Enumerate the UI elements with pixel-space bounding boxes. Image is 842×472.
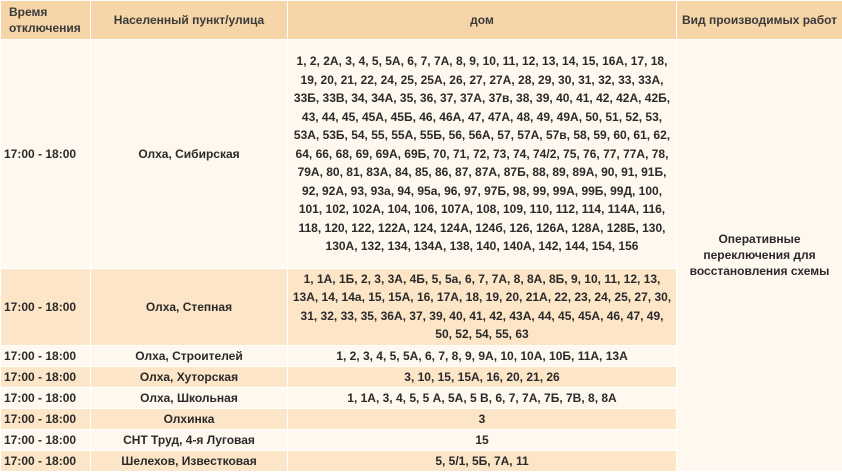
houses-cell: 1, 2, 3, 4, 5, 5А, 6, 7, 8, 9, 9А, 10, 10А, 10Б, 11А, 13А	[288, 345, 677, 366]
header-work: Вид производимых работ	[677, 1, 842, 40]
houses-cell: 3	[288, 408, 677, 429]
houses-cell: 5, 5/1, 5Б, 7А, 11	[288, 450, 677, 471]
time-cell: 17:00 - 18:00	[1, 408, 91, 429]
place-cell: Шелехов, Известковая	[91, 450, 288, 471]
table-row	[1, 40, 842, 269]
time-cell: 17:00 - 18:00	[1, 366, 91, 387]
houses-cell: 3, 10, 15, 15А, 16, 20, 21, 26	[288, 366, 677, 387]
place-cell: Олха, Степная	[91, 268, 288, 345]
place-cell: Олха, Хуторская	[91, 366, 288, 387]
houses-cell: 1, 1А, 3, 4, 5, 5 А, 5А, 5 В, 6, 7, 7А, 7Б, 7В, 8, 8А	[288, 387, 677, 408]
header-house: дом	[288, 1, 677, 40]
place-cell: Олха, Сибирская	[91, 40, 288, 269]
time-cell: 17:00 - 18:00	[1, 450, 91, 471]
header-row	[1, 1, 842, 40]
time-cell: 17:00 - 18:00	[1, 345, 91, 366]
time-cell: 17:00 - 18:00	[1, 429, 91, 450]
houses-cell: 1, 2, 2А, 3, 4, 5, 5А, 6, 7, 7А, 8, 9, 10, 11, 12, 13, 14, 15, 16А, 17, 18, 19, 20, 21, 22, 24, 25, 25А, 26, 27, 27А, 28, 29, 30, 31, 32, 33, 33А, 33Б, 33В, 34, 34А, 35, 36, 37, 37А, 37в, 38, 39, 40, 41, 42, 42А, 42Б, 43, 44, 45, 45А, 45Б, 46, 46А, 47, 47А, 48, 49, 49А, 50, 51, 52, 53, 53А, 53Б, 54, 55, 55А, 55Б, 56, 56А, 57, 57А, 57в, 58, 59, 60, 61, 62, 64, 66, 68, 69, 69А, 69Б, 70, 71, 72, 73, 74, 74/2, 75, 76, 77, 77А, 78, 79А, 80, 81, 83А, 84, 85, 86, 87, 87А, 87Б, 88, 89, 89А, 90, 91, 91Б, 92, 92А, 93, 93а, 94, 95а, 96, 97, 97Б, 98, 99, 99А, 99Б, 99Д, 100, 101, 102, 102А, 104, 106, 107А, 108, 109, 110, 112, 114, 114А, 116, 118, 120, 122, 122А, 124, 124А, 124б, 126, 126А, 128А, 128Б, 130, 130А, 132, 134, 134А, 138, 140, 140А, 142, 144, 154, 156	[288, 40, 677, 269]
work-type-cell: Оперативные переключения для восстановления схемы	[677, 40, 842, 472]
houses-cell: 1, 1А, 1Б, 2, 3, 3А, 4Б, 5, 5а, 6, 7, 7А, 8, 8А, 8Б, 9, 10, 11, 12, 13, 13А, 14, 14а, 15, 15А, 16, 17А, 18, 19, 20, 21А, 22, 23, 24, 25, 27, 30, 31, 32, 33, 35, 36А, 37, 39, 40, 41, 42, 43А, 44, 45, 45А, 46, 47, 49, 50, 52, 54, 55, 63	[288, 268, 677, 345]
place-cell: СНТ Труд, 4-я Луговая	[91, 429, 288, 450]
place-cell: Олха, Школьная	[91, 387, 288, 408]
time-cell: 17:00 - 18:00	[1, 40, 91, 269]
place-cell: Олхинка	[91, 408, 288, 429]
place-cell: Олха, Строителей	[91, 345, 288, 366]
time-cell: 17:00 - 18:00	[1, 387, 91, 408]
time-cell: 17:00 - 18:00	[1, 268, 91, 345]
header-time: Время отключения	[1, 1, 91, 40]
header-place: Населенный пункт/улица	[91, 1, 288, 40]
houses-cell: 15	[288, 429, 677, 450]
